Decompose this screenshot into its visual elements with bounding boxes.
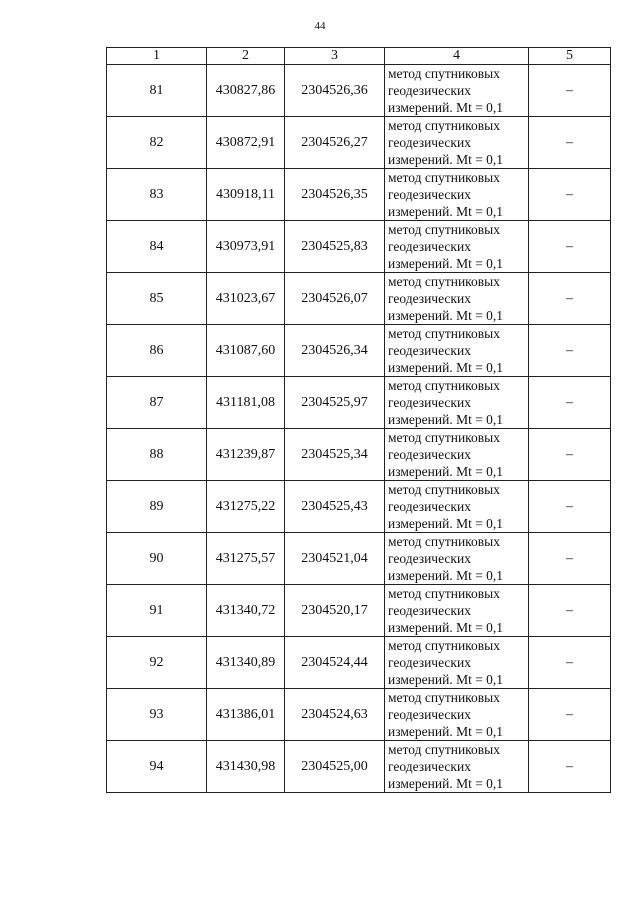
method-text-line: измерений. Mt = 0,1 bbox=[388, 776, 504, 791]
note-cell: – bbox=[529, 117, 611, 169]
table-row bbox=[107, 689, 611, 741]
method-text-line: метод спутниковых bbox=[388, 482, 500, 497]
table-row bbox=[107, 221, 611, 273]
point-number-cell: 86 bbox=[107, 325, 207, 377]
x-coordinate-cell: 431087,60 bbox=[207, 325, 285, 377]
x-coordinate-cell: 430872,91 bbox=[207, 117, 285, 169]
method-text-line: измерений. Mt = 0,1 bbox=[388, 100, 504, 115]
method-cell bbox=[385, 585, 529, 637]
note-cell: – bbox=[529, 533, 611, 585]
x-coordinate-cell: 431181,08 bbox=[207, 377, 285, 429]
method-text-line: измерений. Mt = 0,1 bbox=[388, 672, 504, 687]
method-text-line: измерений. Mt = 0,1 bbox=[388, 620, 504, 635]
table-row bbox=[107, 325, 611, 377]
x-coordinate-cell: 430918,11 bbox=[207, 169, 285, 221]
coordinates-table bbox=[106, 47, 611, 793]
method-text-line: измерений. Mt = 0,1 bbox=[388, 204, 504, 219]
method-cell bbox=[385, 221, 529, 273]
point-number-cell: 94 bbox=[107, 741, 207, 793]
table-row bbox=[107, 481, 611, 533]
method-text-line: метод спутниковых bbox=[388, 378, 500, 393]
method-text-line: измерений. Mt = 0,1 bbox=[388, 568, 504, 583]
method-text-line: измерений. Mt = 0,1 bbox=[388, 360, 504, 375]
y-coordinate-cell: 2304526,36 bbox=[285, 65, 385, 117]
note-cell: – bbox=[529, 429, 611, 481]
x-coordinate-cell: 431275,57 bbox=[207, 533, 285, 585]
note-cell: – bbox=[529, 325, 611, 377]
column-header: 2 bbox=[207, 48, 285, 65]
table-row bbox=[107, 585, 611, 637]
table-row bbox=[107, 637, 611, 689]
method-text-line: измерений. Mt = 0,1 bbox=[388, 464, 504, 479]
method-cell bbox=[385, 429, 529, 481]
method-text-line: измерений. Mt = 0,1 bbox=[388, 256, 504, 271]
method-cell bbox=[385, 169, 529, 221]
table-row bbox=[107, 65, 611, 117]
y-coordinate-cell: 2304524,63 bbox=[285, 689, 385, 741]
note-cell: – bbox=[529, 481, 611, 533]
y-coordinate-cell: 2304525,00 bbox=[285, 741, 385, 793]
column-header: 3 bbox=[285, 48, 385, 65]
method-text-line: метод спутниковых bbox=[388, 690, 500, 705]
method-text-line: метод спутниковых bbox=[388, 170, 500, 185]
method-text-line: геодезических bbox=[388, 187, 471, 202]
method-text-line: измерений. Mt = 0,1 bbox=[388, 308, 504, 323]
method-text-line: геодезических bbox=[388, 395, 471, 410]
method-text-line: геодезических bbox=[388, 239, 471, 254]
y-coordinate-cell: 2304526,35 bbox=[285, 169, 385, 221]
method-cell bbox=[385, 117, 529, 169]
point-number-cell: 92 bbox=[107, 637, 207, 689]
method-cell bbox=[385, 689, 529, 741]
method-text-line: геодезических bbox=[388, 135, 471, 150]
table-row bbox=[107, 377, 611, 429]
method-text-line: метод спутниковых bbox=[388, 222, 500, 237]
x-coordinate-cell: 431386,01 bbox=[207, 689, 285, 741]
method-text-line: метод спутниковых bbox=[388, 430, 500, 445]
y-coordinate-cell: 2304525,34 bbox=[285, 429, 385, 481]
y-coordinate-cell: 2304521,04 bbox=[285, 533, 385, 585]
method-text-line: метод спутниковых bbox=[388, 534, 500, 549]
x-coordinate-cell: 431340,89 bbox=[207, 637, 285, 689]
method-cell bbox=[385, 741, 529, 793]
table-row bbox=[107, 741, 611, 793]
point-number-cell: 85 bbox=[107, 273, 207, 325]
x-coordinate-cell: 430827,86 bbox=[207, 65, 285, 117]
method-text-line: метод спутниковых bbox=[388, 118, 500, 133]
x-coordinate-cell: 431023,67 bbox=[207, 273, 285, 325]
method-cell bbox=[385, 273, 529, 325]
x-coordinate-cell: 430973,91 bbox=[207, 221, 285, 273]
x-coordinate-cell: 431239,87 bbox=[207, 429, 285, 481]
method-text-line: измерений. Mt = 0,1 bbox=[388, 152, 504, 167]
note-cell: – bbox=[529, 273, 611, 325]
table-row bbox=[107, 169, 611, 221]
method-text-line: геодезических bbox=[388, 603, 471, 618]
method-cell bbox=[385, 481, 529, 533]
column-header: 1 bbox=[107, 48, 207, 65]
note-cell: – bbox=[529, 65, 611, 117]
method-text-line: геодезических bbox=[388, 759, 471, 774]
method-text-line: геодезических bbox=[388, 447, 471, 462]
x-coordinate-cell: 431430,98 bbox=[207, 741, 285, 793]
method-text-line: метод спутниковых bbox=[388, 638, 500, 653]
y-coordinate-cell: 2304526,27 bbox=[285, 117, 385, 169]
table-row bbox=[107, 273, 611, 325]
y-coordinate-cell: 2304525,83 bbox=[285, 221, 385, 273]
method-text-line: метод спутниковых bbox=[388, 326, 500, 341]
point-number-cell: 93 bbox=[107, 689, 207, 741]
column-header: 5 bbox=[529, 48, 611, 65]
point-number-cell: 87 bbox=[107, 377, 207, 429]
method-text-line: геодезических bbox=[388, 499, 471, 514]
x-coordinate-cell: 431340,72 bbox=[207, 585, 285, 637]
note-cell: – bbox=[529, 221, 611, 273]
method-text-line: метод спутниковых bbox=[388, 742, 500, 757]
note-cell: – bbox=[529, 741, 611, 793]
method-text-line: геодезических bbox=[388, 707, 471, 722]
method-text-line: геодезических bbox=[388, 655, 471, 670]
method-text-line: метод спутниковых bbox=[388, 586, 500, 601]
point-number-cell: 89 bbox=[107, 481, 207, 533]
table-row bbox=[107, 117, 611, 169]
method-text-line: геодезических bbox=[388, 551, 471, 566]
point-number-cell: 90 bbox=[107, 533, 207, 585]
y-coordinate-cell: 2304526,07 bbox=[285, 273, 385, 325]
y-coordinate-cell: 2304524,44 bbox=[285, 637, 385, 689]
table-row bbox=[107, 429, 611, 481]
y-coordinate-cell: 2304525,97 bbox=[285, 377, 385, 429]
point-number-cell: 81 bbox=[107, 65, 207, 117]
method-text-line: метод спутниковых bbox=[388, 66, 500, 81]
method-text-line: геодезических bbox=[388, 291, 471, 306]
method-text-line: метод спутниковых bbox=[388, 274, 500, 289]
y-coordinate-cell: 2304520,17 bbox=[285, 585, 385, 637]
column-header: 4 bbox=[385, 48, 529, 65]
method-text-line: измерений. Mt = 0,1 bbox=[388, 724, 504, 739]
y-coordinate-cell: 2304526,34 bbox=[285, 325, 385, 377]
point-number-cell: 88 bbox=[107, 429, 207, 481]
method-text-line: измерений. Mt = 0,1 bbox=[388, 412, 504, 427]
method-cell bbox=[385, 637, 529, 689]
method-text-line: геодезических bbox=[388, 83, 471, 98]
note-cell: – bbox=[529, 169, 611, 221]
y-coordinate-cell: 2304525,43 bbox=[285, 481, 385, 533]
method-text-line: измерений. Mt = 0,1 bbox=[388, 516, 504, 531]
point-number-cell: 82 bbox=[107, 117, 207, 169]
method-cell bbox=[385, 533, 529, 585]
method-text-line: геодезических bbox=[388, 343, 471, 358]
x-coordinate-cell: 431275,22 bbox=[207, 481, 285, 533]
page-number: 44 bbox=[314, 20, 326, 32]
point-number-cell: 91 bbox=[107, 585, 207, 637]
table-row bbox=[107, 533, 611, 585]
note-cell: – bbox=[529, 585, 611, 637]
method-cell bbox=[385, 65, 529, 117]
note-cell: – bbox=[529, 689, 611, 741]
note-cell: – bbox=[529, 377, 611, 429]
method-cell bbox=[385, 377, 529, 429]
point-number-cell: 83 bbox=[107, 169, 207, 221]
method-cell bbox=[385, 325, 529, 377]
point-number-cell: 84 bbox=[107, 221, 207, 273]
table-header-row bbox=[107, 48, 611, 65]
note-cell: – bbox=[529, 637, 611, 689]
